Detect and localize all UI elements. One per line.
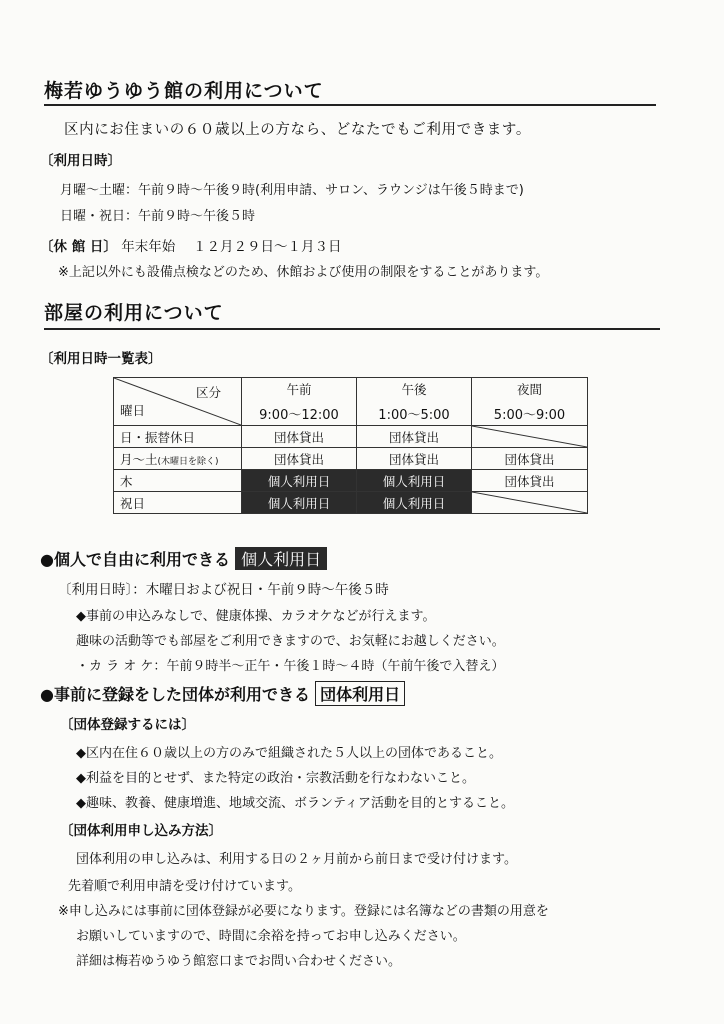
column-header-am <box>242 378 357 426</box>
row-day <box>114 448 242 470</box>
row-day: 祝日 <box>114 492 242 514</box>
table-cell: 団体貸出 <box>242 426 357 448</box>
note-line1: ※申し込みには事前に団体登録が必要になります。登録には名簿などの書類の用意を <box>58 904 549 919</box>
table-row <box>114 426 588 448</box>
section2-title: 部屋の利用について <box>44 302 224 324</box>
personal-karaoke: ・カ ラ オ ケ：午前９時半～正午・午後１時～４時（午前午後で入替え） <box>76 659 505 674</box>
holiday-hours: 日曜・祝日：午前９時～午後５時 <box>60 209 256 224</box>
table-row <box>114 448 588 470</box>
column-header-pm <box>357 378 472 426</box>
personal-line1: ◆事前の申込みなしで、健康体操、カラオケなどが行えます。 <box>76 609 436 624</box>
table-cell: 団体貸出 <box>357 448 472 470</box>
column-time: 5:00～9:00 <box>493 408 566 423</box>
empty-cell <box>472 492 588 514</box>
table-row <box>114 492 588 514</box>
personal-badge: 個人利用日 <box>235 547 327 570</box>
table-cell: 団体貸出 <box>472 448 588 470</box>
closed-note: ※上記以外にも設備点検などのため、休館および使用の制限をすることがあります。 <box>58 265 549 280</box>
section1-rule <box>44 104 656 106</box>
personal-hours: 〔利用日時〕：木曜日および祝日・午前９時～午後５時 <box>58 582 389 598</box>
row-day-note: (木曜日を除く) <box>157 456 219 467</box>
hours-heading: 〔利用日時〕 <box>40 153 121 169</box>
row-day: 木 <box>114 470 242 492</box>
row-day: 日・振替休日 <box>114 426 242 448</box>
column-name: 夜間 <box>516 382 542 397</box>
column-header-night <box>472 378 588 426</box>
weekday-hours: 月曜～土曜：午前９時～午後９時(利用申請、サロン、ラウンジは午後５時まで) <box>60 183 524 198</box>
group-heading: ●事前に登録をした団体が利用できる <box>40 685 310 704</box>
section2-rule <box>44 328 660 330</box>
table-cell: 団体貸出 <box>357 426 472 448</box>
personal-line2: 趣味の活動等でも部屋をご利用できますので、お気軽にお越しください。 <box>76 634 505 649</box>
intro-text: 区内にお住まいの６０歳以上の方なら、どなたでもご利用できます。 <box>64 122 531 138</box>
requirement-2: ◆利益を目的とせず、また特定の政治・宗教活動を行なわないこと。 <box>76 771 475 786</box>
table-cell-personal: 個人利用日 <box>242 492 357 514</box>
table-row <box>114 470 588 492</box>
apply-line2: 先着順で利用申請を受け付けています。 <box>68 879 301 894</box>
column-name: 午前 <box>286 382 312 397</box>
closed-value: 年末年始 １２月２９日～１月３日 <box>121 239 342 255</box>
diagonal-line <box>472 426 587 447</box>
note-line2: お願いしていますので、時間に余裕を持ってお申し込みください。 <box>76 929 466 944</box>
schedule-table <box>113 377 588 514</box>
table-cell-personal: 個人利用日 <box>357 492 472 514</box>
table-cell-personal: 個人利用日 <box>357 470 472 492</box>
table-corner-cell <box>114 378 242 426</box>
column-time: 9:00～12:00 <box>259 408 339 423</box>
register-heading: 〔団体登録するには〕 <box>60 717 195 733</box>
note-line3: 詳細は梅若ゆうゆう館窓口までお問い合わせください。 <box>76 954 402 969</box>
requirement-1: ◆区内在住６０歳以上の方のみで組織された５人以上の団体であること。 <box>76 746 502 761</box>
table-heading: 〔利用日時一覧表〕 <box>40 351 162 367</box>
column-time: 1:00～5:00 <box>378 408 450 423</box>
section1-title: 梅若ゆうゆう館の利用について <box>44 80 324 102</box>
corner-top-label: 区分 <box>195 385 221 400</box>
group-badge: 団体利用日 <box>315 681 405 706</box>
table-cell: 団体貸出 <box>242 448 357 470</box>
personal-heading: ●個人で自由に利用できる <box>40 550 230 569</box>
diagonal-line <box>472 492 587 513</box>
requirement-3: ◆趣味、教養、健康増進、地域交流、ボランティア活動を目的とすること。 <box>76 796 514 811</box>
empty-cell <box>472 426 588 448</box>
row-day-label: 月～土 <box>120 451 158 467</box>
apply-heading: 〔団体利用申し込み方法〕 <box>60 823 222 839</box>
table-cell-personal: 個人利用日 <box>242 470 357 492</box>
column-name: 午後 <box>401 382 427 397</box>
apply-line1: 団体利用の申し込みは、利用する日の２ヶ月前から前日まで受け付けます。 <box>76 852 517 867</box>
corner-bottom-label: 曜日 <box>120 403 146 418</box>
table-cell: 団体貸出 <box>472 470 588 492</box>
closed-label: 〔休 館 日〕 <box>40 239 117 255</box>
